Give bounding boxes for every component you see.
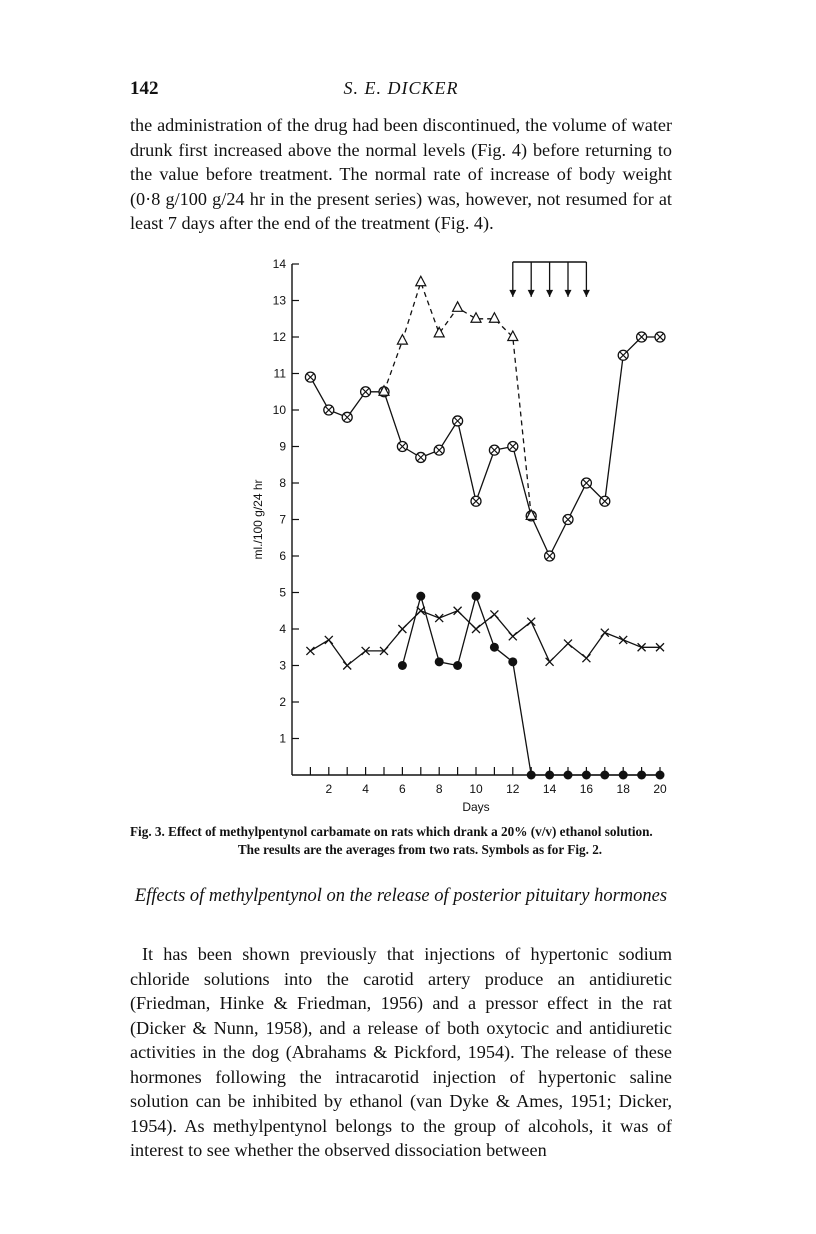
x-tick-label: 2 [325,782,333,796]
x-tick-label: 6 [399,782,406,796]
point-filled-circle [656,771,665,780]
point-filled-circle [453,661,462,670]
point-cross [306,647,314,655]
point-triangle [416,276,426,286]
x-tick-label: 16 [579,782,594,796]
y-tick-label: 9 [279,439,286,454]
section-heading: Effects of methylpentynol on the release of posterior pituitary hormones [134,886,668,906]
point-filled-circle [564,771,573,780]
point-filled-circle [398,661,407,670]
point-cross [582,654,590,662]
x-tick-label: 8 [435,782,443,796]
y-tick-label: 13 [272,293,286,308]
point-triangle [471,313,481,323]
page-header [130,78,672,106]
point-triangle [397,335,407,345]
point-cross [472,625,480,633]
x-tick-label: 14 [542,782,557,796]
point-filled-circle [545,771,554,780]
point-cross [601,629,609,637]
point-triangle [489,313,499,323]
point-cross [398,625,406,633]
y-tick-label: 11 [273,366,286,381]
caption-line-1: Fig. 3. Effect of methylpentynol carbamate on rats which drank a 20% (v/v) ethanol solution. [130,824,653,839]
treatment-arrowhead [509,290,516,297]
y-tick-label: 5 [279,585,286,600]
y-axis-label: ml./100 g/24 hr [251,479,265,560]
point-cross [527,618,535,626]
series-line-triangle [384,282,531,516]
y-tick-label: 12 [272,330,286,344]
y-tick-label: 6 [279,549,286,563]
y-tick-label: 7 [279,512,286,527]
point-filled-circle [527,771,536,780]
point-filled-circle [619,771,628,780]
caption-line-2: The results are the averages from two rats. Symbols as for Fig. 2. [237,842,603,857]
body-paragraph-top: the administration of the drug had been discontinued, the volume of water drunk first increased above the normal levels (Fig. 4) before returning to the value before treatment. The normal rate of increase of body weight (0·8 g/100 g/24 hr in the present series) was, however, not resumed for at least 7 days after the end of the treatment (Fig. 4). [130,115,672,233]
x-tick-label: 12 [506,782,520,796]
series-line-cross [310,611,660,666]
point-cross [435,614,443,622]
point-cross [490,610,498,618]
x-axis-label: Days [462,800,490,814]
y-tick-label: 4 [279,622,286,636]
point-filled-circle [637,771,646,780]
x-tick-label: 20 [653,782,667,796]
y-tick-label: 3 [279,658,286,673]
chart-svg [240,252,680,814]
figure-caption [130,823,790,859]
point-filled-circle [508,657,517,666]
point-filled-circle [435,657,444,666]
x-tick-label: 18 [616,782,630,796]
y-tick-label: 8 [279,476,286,490]
y-tick-label: 2 [279,695,286,709]
series-line-circle-cross [310,337,660,556]
y-tick-label: 10 [272,403,286,417]
body-paragraph-bottom: It has been shown previously that injections of hypertonic sodium chloride solutions into the carotid artery produce an antidiuretic (Friedman, Hinke & Friedman, 1956) and a pressor effect in the rat (Dicker & Nunn, 1958), and a release of both oxytocic and antidiuretic activities in the dog (Abrahams & Pickford, 1954). The release of these hormones following the intracarotid injection of hypertonic saline solution can be inhibited by ethanol (van Dyke & Ames, 1951; Dicker, 1954). As methylpentynol belongs to the group of alcohols, it was of interest to see whether the observed dissociation between [130,944,672,1160]
treatment-arrowhead [528,290,535,297]
point-cross [509,632,517,640]
point-filled-circle [490,643,499,652]
treatment-arrowhead [565,290,572,297]
point-filled-circle [600,771,609,780]
point-cross [325,636,333,644]
y-tick-label: 14 [272,257,286,271]
point-cross [619,636,627,644]
y-tick-label: 1 [279,731,286,746]
x-tick-label: 10 [469,782,483,796]
page-number: 142 [130,78,159,99]
point-filled-circle [472,592,481,601]
point-cross [546,658,554,666]
point-filled-circle [582,771,591,780]
running-head: S. E. DICKER [343,78,459,98]
point-triangle [453,302,463,312]
point-triangle [508,331,518,341]
figure-3 [240,252,680,814]
x-tick-label: 4 [362,782,369,796]
point-cross [564,640,572,648]
treatment-arrowhead [546,290,553,297]
treatment-arrowhead [583,290,590,297]
point-filled-circle [416,592,425,601]
point-cross [454,607,462,615]
point-cross [343,662,351,670]
